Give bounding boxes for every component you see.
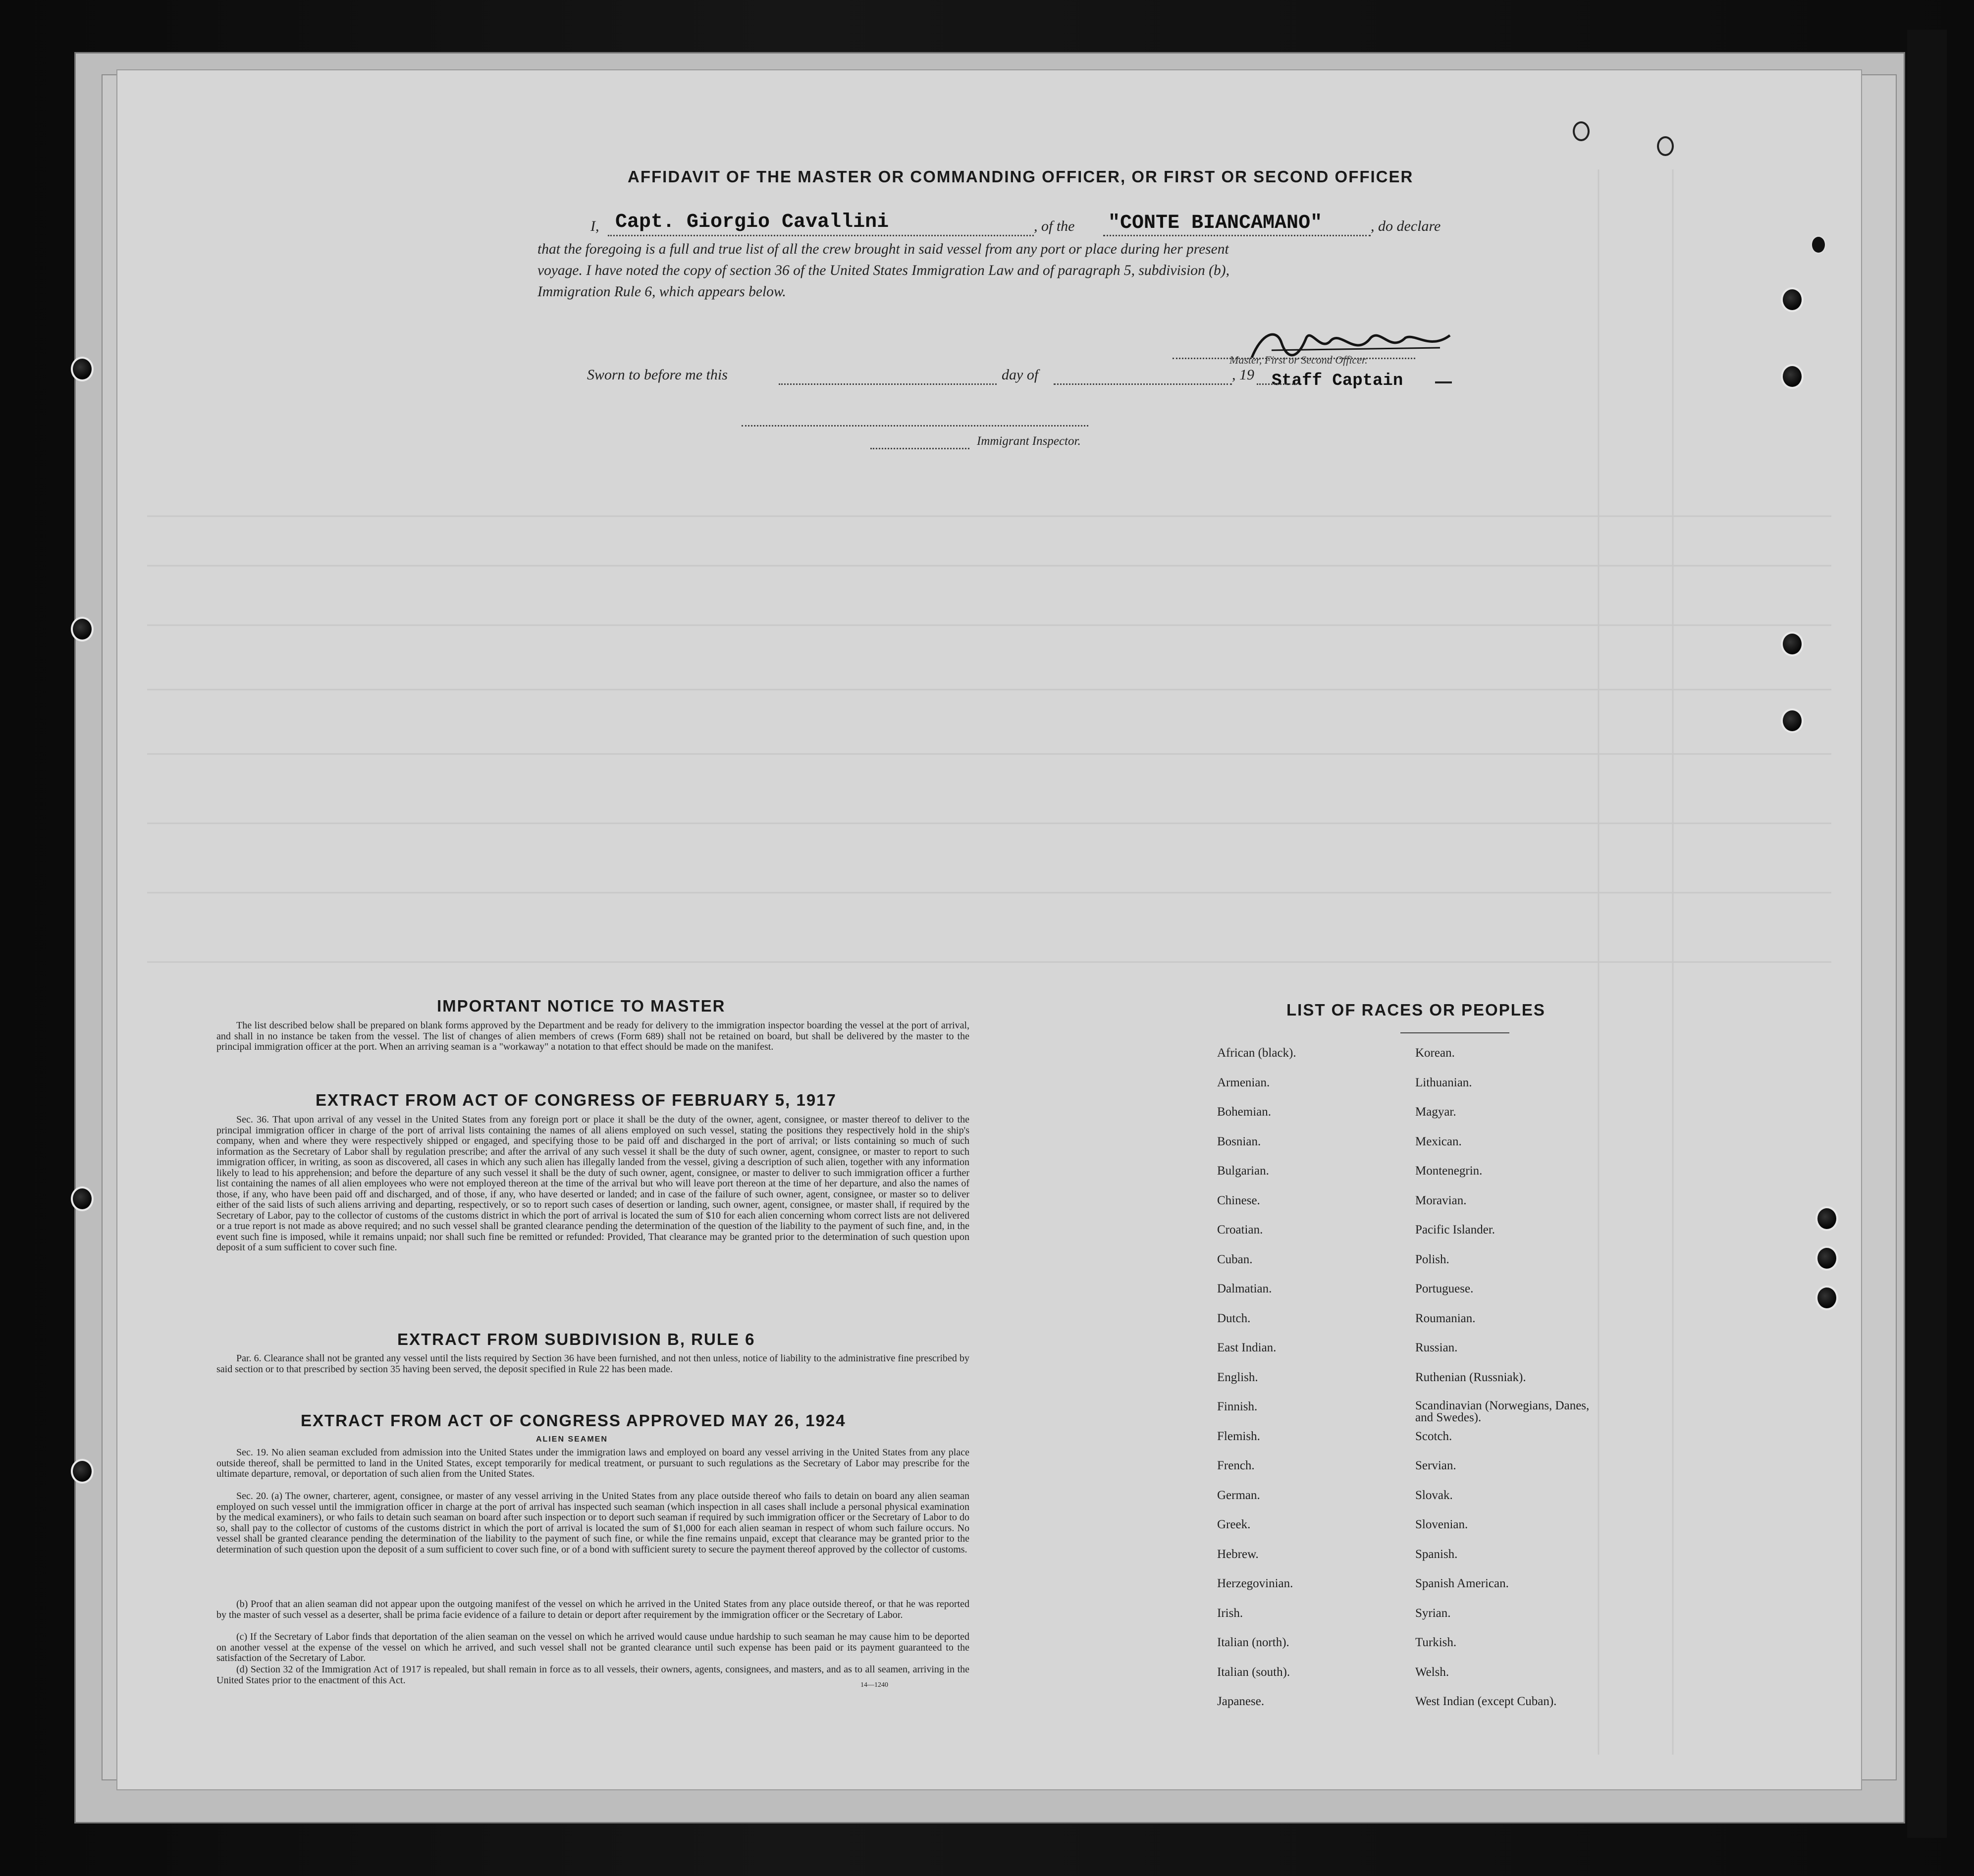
of-the-label: , of the (1034, 218, 1075, 234)
sec20b-text: (b) Proof that an alien seaman did not appear upon the outgoing manifest of the vessel on which he arrived in the United States from any place outside thereof, or that he was reported by the master of such vessel as a deserter, shall be prima facie evidence of a failure to detain or deport after requirement by the immigration officer or the Secretary of Labor. (216, 1599, 969, 1620)
punch-hole (1815, 1286, 1838, 1310)
notice-text: The list described below shall be prepared on blank forms approved by the Department and be ready for delivery to the immigration inspector boarding the vessel at the port of arrival, and shall in no instance be taken from the vessel. The list of changes of alien members of crews (Form 689) shall not be retained on board, but shall be delivered by the master to the principal immigration officer at the port. When an arriving seaman is a "workaway" a notation to that effect should be made on the manifest. (216, 1020, 969, 1052)
declarant-name: Capt. Giorgio Cavallini (615, 211, 889, 233)
day-of-label: day of (1002, 367, 1039, 383)
race-item: Pacific Islander. (1415, 1223, 1495, 1236)
race-item: German. (1217, 1488, 1260, 1502)
punch-hole (71, 617, 94, 642)
manifest-page (116, 69, 1862, 1790)
inspector-line-2 (870, 448, 969, 449)
race-item: Turkish. (1415, 1636, 1457, 1649)
punch-hole (1781, 287, 1804, 312)
race-item: Bosnian. (1217, 1134, 1261, 1148)
punch-hole (1781, 708, 1804, 733)
race-item: Spanish American. (1415, 1577, 1509, 1590)
alien-seamen-subheading: ALIEN SEAMEN (536, 1435, 608, 1444)
race-item: Polish. (1415, 1252, 1449, 1266)
sworn-label: Sworn to before me this (587, 367, 728, 383)
extract-rule6-heading: EXTRACT FROM SUBDIVISION B, RULE 6 (397, 1330, 755, 1348)
punch-hole (1781, 632, 1804, 656)
extract-1917-text: Sec. 36. That upon arrival of any vessel in the United States from any foreign port or place it shall be the duty of the owner, agent, consignee, or master thereof to deliver to the principal immigration officer in charge of the port of arrival lists containing the names of all aliens employed on such vessel, stating the positions they respectively hold in the ship's company, when and where they were respectively shipped or engaged, and specifying those to be paid off and discharged in the port of arrival; or lists containing so much of such information as the Secretary of Labor shall by regulation prescribe; and after the arrival of any such vessel it shall be the duty of such owner, agent, consignee, or master to report to such immigration officer, in writing, as soon as discovered, all cases in which any such alien has illegally landed from the vessel, giving a description of such alien, together with any information likely to lead to his apprehension; and before the departure of any such vessel it shall be the duty of such owner, agent, consignee, or master to deliver to such immigration officer a further list containing the names of all alien employees who were not employed thereon at the time of the arrival but who will leave port thereon at the time of her departure, and also the names of those, if any, who have been paid off and discharged, and of those, if any, who have deserted or landed; and in case of the failure of such owner, agent, consignee, or master so to deliver either of the said lists of such aliens arriving and departing, respectively, or so to report such cases of desertion or landing, such owner, agent, consignee, or master shall, if required by the Secretary of Labor, pay to the collector of customs of the customs district in which the port of arrival is located the sum of $10 for each alien concerning whom correct lists are not delivered or a true report is not made as above required; and no such vessel shall be granted clearance pending the determination of the question of the liability to the payment of such fine, and, in the event such fine is imposed, while it remains unpaid; nor shall such fine be remitted or refunded: Provided, That clearance may be granted prior to the determination of such question upon deposit of a sum sufficient to cover such fine. (216, 1114, 969, 1253)
race-item: Bulgarian. (1217, 1164, 1269, 1178)
races-heading: LIST OF RACES OR PEOPLES (1286, 1001, 1546, 1019)
race-item: African (black). (1217, 1046, 1296, 1060)
race-item: English. (1217, 1370, 1258, 1384)
race-item: East Indian. (1217, 1341, 1277, 1354)
officer-title: Staff Captain (1272, 372, 1403, 390)
race-item: Portuguese. (1415, 1282, 1474, 1295)
statement-line-1: that the foregoing is a full and true list of all the crew brought in said vessel from any port or place during her present (537, 241, 1229, 257)
race-item: French. (1217, 1459, 1255, 1472)
race-item: Korean. (1415, 1046, 1455, 1060)
vessel-name: "CONTE BIANCAMANO" (1108, 212, 1323, 234)
form-number: 14—1240 (860, 1681, 888, 1689)
races-heading-rule (1400, 1032, 1509, 1033)
race-item: West Indian (except Cuban). (1415, 1695, 1557, 1708)
race-item: Bohemian. (1217, 1105, 1272, 1119)
signature-caption: Master, First or Second Officer. (1229, 354, 1368, 366)
race-item: Armenian. (1217, 1075, 1270, 1089)
race-item: Moravian. (1415, 1193, 1467, 1207)
race-item: Roumanian. (1415, 1311, 1476, 1325)
race-item: Russian. (1415, 1341, 1458, 1354)
race-item: Croatian. (1217, 1223, 1263, 1236)
dash-mark (1435, 381, 1452, 383)
race-item: Japanese. (1217, 1695, 1265, 1708)
do-declare-label: , do declare (1371, 218, 1441, 234)
race-item: Irish. (1217, 1606, 1243, 1620)
punch-hole (1657, 136, 1674, 156)
punch-hole (1811, 235, 1826, 254)
sec20d-text: (d) Section 32 of the Immigration Act of 1917 is repealed, but shall remain in force as to all vessels, their owners, agents, consignees, and masters, and as to all seamen, arriving in the United States prior to the enactment of this Act. (216, 1664, 969, 1686)
punch-hole (1815, 1246, 1838, 1271)
race-item: Cuban. (1217, 1252, 1253, 1266)
statement-line-3: Immigration Rule 6, which appears below. (537, 284, 786, 300)
race-item: Welsh. (1415, 1665, 1449, 1679)
year-label: , 19 (1232, 367, 1254, 383)
race-item: Syrian. (1415, 1606, 1451, 1620)
vessel-line (1103, 235, 1371, 236)
punch-hole (71, 1459, 94, 1484)
extract-1917-heading: EXTRACT FROM ACT OF CONGRESS OF FEBRUARY 5, 1917 (316, 1091, 837, 1109)
sworn-year-line (1257, 383, 1296, 385)
race-item: Finnish. (1217, 1400, 1258, 1413)
punch-hole (1781, 364, 1804, 389)
statement-line-2: voyage. I have noted the copy of section 36 of the United States Immigration Law and of paragraph 5, subdivision (b), (537, 263, 1229, 278)
race-item: Montenegrin. (1415, 1164, 1483, 1178)
race-item: Greek. (1217, 1518, 1251, 1531)
race-item: Scotch. (1415, 1429, 1452, 1443)
sec20a-text: Sec. 20. (a) The owner, charterer, agent, consignee, or master of any vessel arriving in the United States from any place outside thereof who fails to detain on board any alien seaman employed on such vessel until the immigration officer in charge at the port of arrival has inspected such seaman (which inspection in all cases shall include a personal physical examination by the medical examiners), or who fails to detain such seaman on board after such inspection or to deport such seaman if required by such immigration officer or the Secretary of Labor to do so, shall pay to the collector of customs of the customs district in which the port of arrival is located the sum of $1,000 for each alien seaman in respect of whom such failure occurs. No vessel shall be granted clearance pending the determination of the liability to the payment of such fine, or while the fine remains unpaid, except that clearance may be granted prior to the determination of such question upon the deposit of a sum sufficient to cover such fine, or of a bond with sufficient surety to secure the payment thereof approved by the collector of customs. (216, 1491, 969, 1555)
sworn-day-line (779, 383, 997, 385)
extract-1924-heading: EXTRACT FROM ACT OF CONGRESS APPROVED MAY 26, 1924 (301, 1411, 846, 1430)
punch-hole (1815, 1206, 1838, 1231)
race-item: Chinese. (1217, 1193, 1260, 1207)
affidavit-heading: AFFIDAVIT OF THE MASTER OR COMMANDING OFFICER, OR FIRST OR SECOND OFFICER (628, 167, 1414, 186)
punch-hole (71, 1186, 94, 1211)
punch-hole (1573, 121, 1590, 141)
race-item: Slovenian. (1415, 1518, 1468, 1531)
sworn-month-line (1054, 383, 1232, 385)
race-item: Spanish. (1415, 1547, 1458, 1561)
race-item: Dalmatian. (1217, 1282, 1272, 1295)
inspector-line (742, 425, 1088, 427)
inspector-label: Immigrant Inspector. (977, 434, 1081, 448)
race-item: Magyar. (1415, 1105, 1456, 1119)
notice-heading: IMPORTANT NOTICE TO MASTER (437, 997, 726, 1015)
race-item: Italian (south). (1217, 1665, 1290, 1679)
sec19-text: Sec. 19. No alien seaman excluded from admission into the United States under the immigration laws and employed on board any vessel arriving in the United States from any place outside thereof, shall be permitted to land in the United States, except temporarily for medical treatment, or pursuant to such regulations as the Secretary of Labor may prescribe for the ultimate departure, removal, or deportation of such alien from the United States. (216, 1447, 969, 1479)
race-item: Italian (north). (1217, 1636, 1289, 1649)
right-edge-strip (1907, 30, 1947, 1838)
race-item: Servian. (1415, 1459, 1456, 1472)
race-item: Slovak. (1415, 1488, 1453, 1502)
i-label: I, (590, 218, 599, 234)
race-item: Hebrew. (1217, 1547, 1259, 1561)
race-item: Herzegovinian. (1217, 1577, 1293, 1590)
race-item: Scandinavian (Norwegians, Danes, and Swedes). (1415, 1399, 1590, 1424)
sec20c-text: (c) If the Secretary of Labor finds that deportation of the alien seaman on the vessel on which he arrived would cause undue hardship to such seaman he may cause him to be deported on another vessel at the expense of the vessel on which he arrived, and such vessel shall not be granted clearance until such expense has been paid or its payment guaranteed to the satisfaction of the Secretary of Labor. (216, 1631, 969, 1663)
race-item: Dutch. (1217, 1311, 1251, 1325)
declarant-line (608, 235, 1034, 236)
race-item: Flemish. (1217, 1429, 1260, 1443)
race-item: Ruthenian (Russniak). (1415, 1370, 1526, 1384)
race-item: Mexican. (1415, 1134, 1462, 1148)
race-item: Lithuanian. (1415, 1075, 1472, 1089)
punch-hole (71, 357, 94, 381)
extract-rule6-text: Par. 6. Clearance shall not be granted any vessel until the lists required by Section 36 have been furnished, and not then unless, notice of liability to the administrative fine prescribed by said section or to that prescribed by section 35 having been served, the deposit specified in Rule 22 has been made. (216, 1353, 969, 1375)
